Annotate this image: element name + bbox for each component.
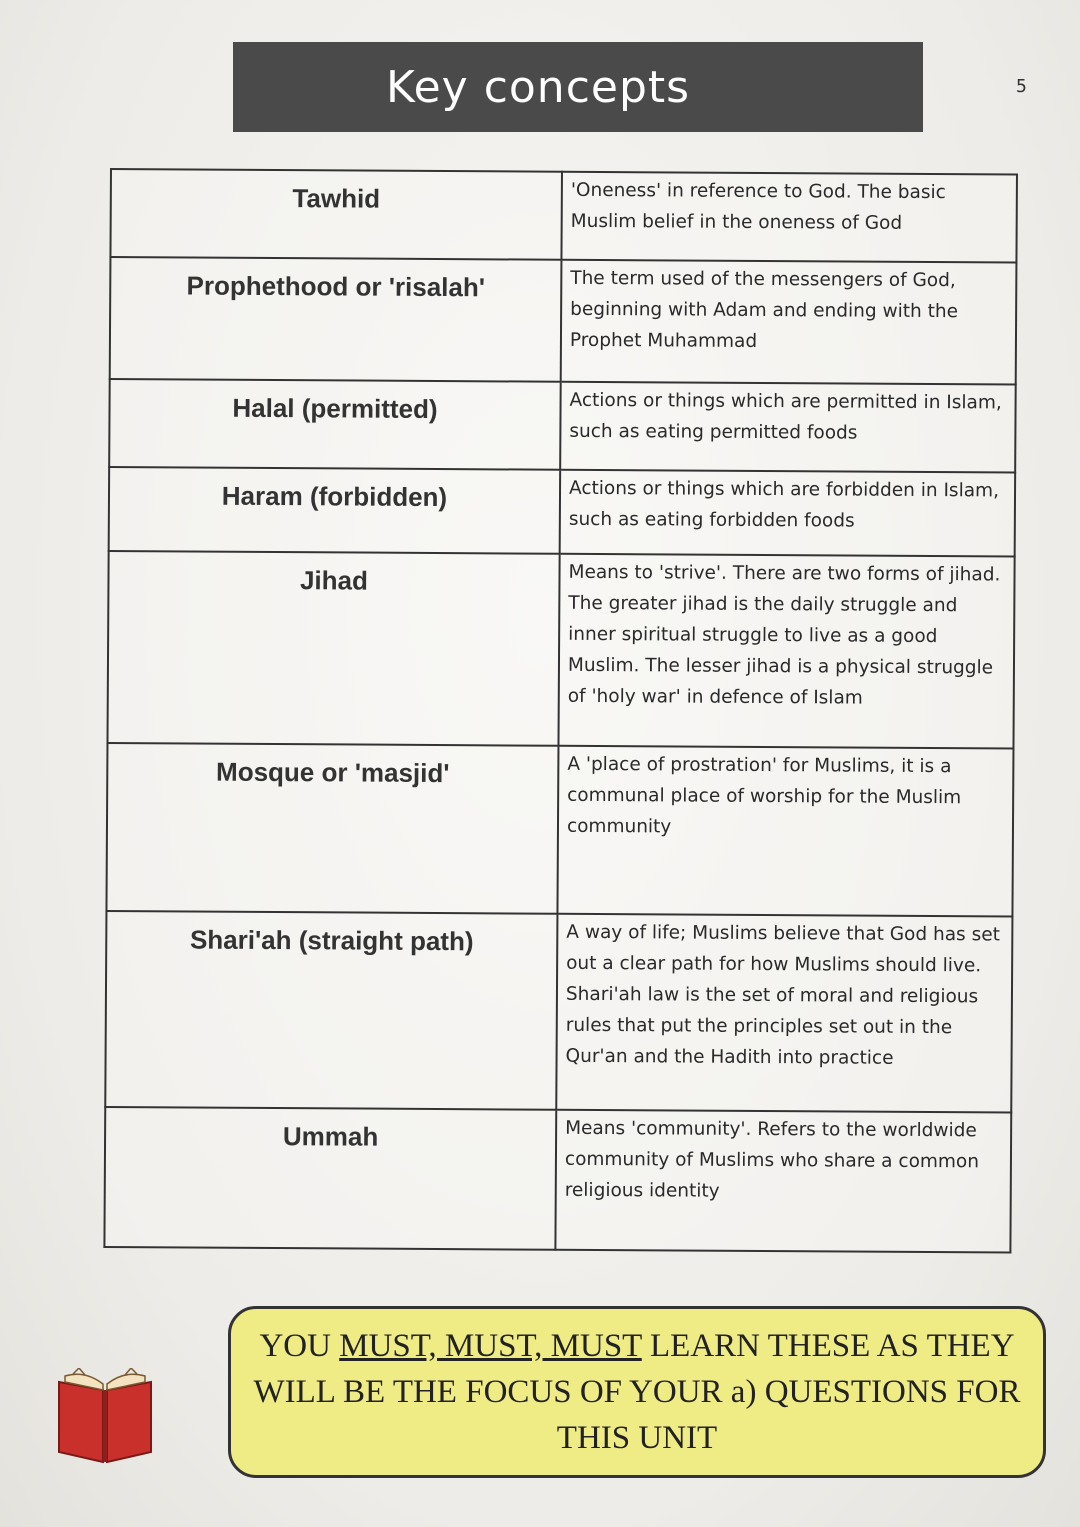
term-label: Haram (forbidden) (221, 480, 448, 513)
table-row (110, 257, 1017, 385)
callout-line1-rest: LEARN THESE AS THEY (641, 1328, 1015, 1364)
table-row (107, 551, 1014, 749)
page-title: Key concepts (385, 61, 691, 113)
callout-emphasis: MUST, MUST, MUST (339, 1328, 642, 1364)
definition-text: The term used of the messengers of God, beginning with Adam and ending with the Prophet Muhammad (569, 267, 959, 352)
table-row (106, 743, 1013, 917)
callout-line3: THIS UNIT (556, 1420, 718, 1456)
definition-text: A way of life; Muslims believe that God has set out a clear path for how Muslims should live. Shari'ah law is the set of moral and religious rules that put the principles set out in the Qur'an and the Hadith into practice (565, 921, 1000, 1069)
definition-text: Means to 'strive'. There are two forms of jihad. The greater jihad is the daily struggle and inner spiritual struggle to live as a good Muslim. The lesser jihad is a physical struggle of 'holy war' in defence of Islam (567, 561, 1001, 709)
table-row (104, 1107, 1011, 1253)
definition-cell (558, 554, 1014, 749)
term-label: Shari'ah (straight path) (189, 924, 474, 957)
term-cell (104, 1107, 556, 1250)
table-row (109, 379, 1016, 473)
definition-cell (560, 382, 1016, 473)
term-cell (110, 257, 562, 382)
definition-cell (557, 746, 1013, 917)
term-label: Mosque or 'masjid' (216, 756, 450, 789)
callout-text (236, 1323, 1039, 1461)
table-row (105, 911, 1012, 1113)
term-label: Tawhid (292, 183, 381, 214)
term-cell (109, 467, 560, 554)
title-banner (233, 42, 923, 132)
table-row (110, 169, 1017, 263)
definition-text: Actions or things which are forbidden in Islam, such as eating forbidden foods (568, 477, 1000, 532)
page-number: 5 (1016, 76, 1027, 97)
definition-cell (555, 1110, 1011, 1253)
definition-text: A 'place of prostration' for Muslims, it is a communal place of worship for the Muslim community (566, 753, 962, 838)
term-label: Halal (permitted) (232, 392, 438, 425)
definition-text: Actions or things which are permitted in Islam, such as eating permitted foods (569, 389, 1002, 444)
term-cell (109, 379, 561, 470)
term-label: Prophethood or 'risalah' (186, 270, 486, 303)
definition-cell (561, 260, 1017, 385)
definition-cell (561, 172, 1017, 263)
book-icon (55, 1368, 155, 1464)
learning-callout (228, 1306, 1046, 1478)
table-row (109, 467, 1015, 557)
term-label: Ummah (282, 1121, 379, 1152)
callout-line2: WILL BE THE FOCUS OF YOUR a) QUESTIONS FOR (253, 1374, 1021, 1410)
key-concepts-table (103, 168, 1018, 1254)
definition-text: Means 'community'. Refers to the worldwide community of Muslims who share a common religious identity (564, 1117, 980, 1202)
term-cell (105, 911, 557, 1110)
definition-cell (560, 470, 1016, 557)
definition-cell (556, 914, 1012, 1113)
term-cell (107, 551, 559, 746)
term-label: Jihad (299, 565, 369, 596)
term-cell (110, 169, 562, 260)
term-cell (106, 743, 558, 914)
callout-prefix: YOU (259, 1328, 340, 1364)
definition-text: 'Oneness' in reference to God. The basic Muslim belief in the oneness of God (570, 179, 946, 234)
